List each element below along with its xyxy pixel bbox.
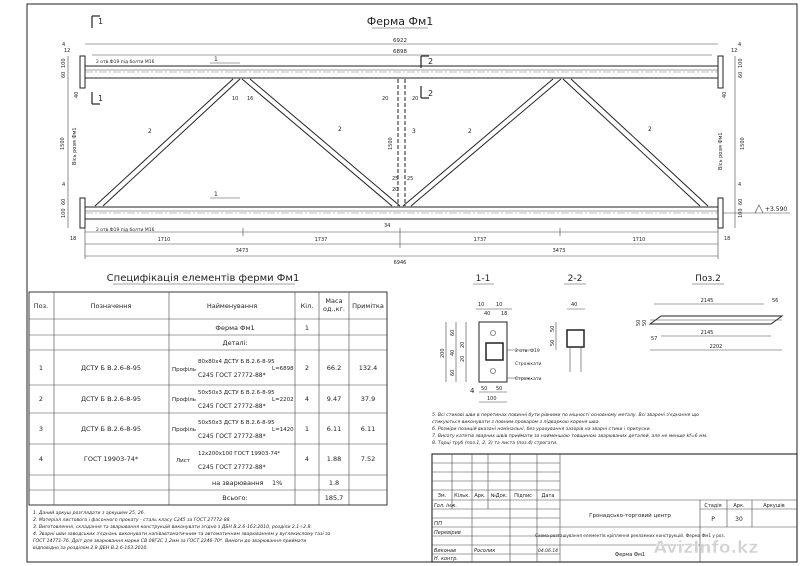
watermark: AvizInfo.kz (653, 538, 759, 558)
svg-text:100: 100 (61, 58, 67, 68)
svg-text:4: 4 (62, 182, 66, 188)
notes-left (33, 510, 331, 551)
svg-text:Поз.: Поз. (33, 302, 49, 310)
svg-text:4: 4 (62, 42, 66, 48)
svg-text:100: 100 (61, 208, 67, 218)
svg-text:1710: 1710 (157, 237, 171, 243)
spec-details-label: Деталі: (222, 339, 248, 347)
svg-text:Виконав: Виконав (434, 548, 457, 554)
truss-title: Ферма Фм1 (366, 15, 434, 28)
svg-text:5. Всі стикові шви в перетинах: 5. Всі стикові шви в перетинах повинні бути рівними по міцності основному металу. Всі зварені з'єднання що (432, 413, 699, 418)
svg-text:1%: 1% (272, 479, 283, 487)
end-plate-right-bottom (718, 198, 723, 228)
svg-text:3: 3 (412, 128, 416, 135)
end-plate-right-top (718, 56, 723, 88)
svg-text:18: 18 (501, 311, 508, 317)
svg-text:1: 1 (304, 425, 310, 433)
svg-text:С245 ГОСТ 27772-88*: С245 ГОСТ 27772-88* (198, 403, 266, 410)
svg-text:Арк.: Арк. (474, 493, 486, 499)
svg-text:1500: 1500 (740, 137, 746, 150)
svg-text:L=2202: L=2202 (272, 397, 294, 403)
svg-text:3: 3 (38, 425, 44, 433)
svg-text:40: 40 (571, 302, 578, 308)
detail-poz-2 (636, 274, 782, 350)
svg-text:№Док.: №Док. (490, 493, 508, 499)
spec-weld-label: на зварювання (212, 479, 264, 487)
svg-text:Гол. інж.: Гол. інж. (434, 503, 457, 509)
svg-text:2145: 2145 (700, 330, 714, 336)
spec-title: Специфікація елементів ферми Фм1 (106, 273, 300, 284)
svg-text:6946: 6946 (393, 260, 407, 266)
svg-text:60: 60 (450, 329, 456, 336)
svg-text:100: 100 (738, 208, 744, 218)
spec-row (39, 359, 377, 379)
svg-text:12: 12 (731, 48, 738, 54)
svg-text:40: 40 (450, 349, 456, 356)
chord-profile-section (486, 343, 503, 360)
svg-text:1737: 1737 (473, 237, 487, 243)
svg-text:2: 2 (304, 364, 310, 372)
svg-text:50: 50 (550, 339, 556, 346)
svg-text:Підпис: Підпис (514, 493, 532, 499)
svg-text:С245 ГОСТ 27772-88*: С245 ГОСТ 27772-88* (198, 433, 266, 440)
svg-text:Позначення: Позначення (90, 302, 132, 310)
svg-text:4: 4 (38, 455, 44, 463)
svg-text:40: 40 (722, 91, 728, 98)
svg-text:16: 16 (247, 96, 254, 102)
svg-text:6.11: 6.11 (360, 425, 376, 433)
svg-text:60: 60 (61, 198, 67, 205)
svg-text:1500: 1500 (60, 137, 66, 150)
object-name: Гронадсько-торговий центр (589, 513, 671, 519)
sign-date: 04.06.14 (538, 549, 559, 554)
notes-right (432, 412, 708, 446)
svg-text:Маса: Маса (325, 297, 343, 305)
svg-text:1. Даний аркуш розглядати з ар: 1. Даний аркуш розглядати з аркушем 25, 26. (33, 511, 146, 516)
svg-text:Строжкати: Строжкати (515, 377, 542, 382)
spec-row (39, 451, 375, 471)
svg-text:3. Виготовлення, складання та: 3. Виготовлення, складання та зварювання конструкцій виконувати згідно з ДБН В.2.6-163:2010, розділи 2.1÷2.8. (33, 525, 312, 530)
svg-text:2202: 2202 (709, 344, 723, 350)
svg-text:1.8: 1.8 (328, 479, 340, 487)
svg-text:185,7: 185,7 (324, 494, 344, 502)
svg-text:ГІП: ГІП (434, 521, 443, 527)
axis-label-right: Вісь розм Фм1 (718, 132, 724, 170)
svg-text:2. Матеріал листового і фасонн: 2. Матеріал листового і фасонного прокату - сталь класу С245 за ГОСТ 27772-88. (33, 518, 232, 523)
sheet-number: 30 (735, 516, 743, 523)
svg-text:1.88: 1.88 (326, 455, 342, 463)
bolt-note-top: 2 отв.Ф19 під болти М16 (96, 60, 155, 65)
svg-text:ДСТУ Б В.2.6-8-95: ДСТУ Б В.2.6-8-95 (80, 364, 142, 372)
svg-text:Лист: Лист (176, 458, 190, 464)
svg-text:Арк.: Арк. (733, 503, 745, 509)
svg-text:Аркушів: Аркушів (763, 503, 785, 509)
svg-text:1: 1 (98, 94, 104, 103)
svg-text:10: 10 (232, 96, 239, 102)
svg-text:7. Висоту катетів зварних швів: 7. Висоту катетів зварних швів приймати за найменшою товщиною зварюваних деталей, але не менше kf=6 мм. (432, 434, 708, 439)
svg-text:18: 18 (70, 236, 77, 242)
svg-text:С245 ГОСТ 27772-88*: С245 ГОСТ 27772-88* (198, 372, 266, 379)
svg-text:25: 25 (392, 176, 399, 182)
svg-text:20: 20 (460, 341, 466, 348)
svg-text:1: 1 (98, 17, 104, 26)
svg-text:Профіль: Профіль (172, 427, 196, 433)
svg-text:Профіль: Профіль (172, 367, 196, 373)
executor-name: Росолик (474, 548, 496, 554)
svg-text:Стадія: Стадія (704, 503, 722, 509)
svg-text:37.9: 37.9 (360, 395, 376, 403)
svg-text:Строжкати: Строжкати (515, 362, 542, 367)
svg-text:4: 4 (738, 182, 742, 188)
end-plate-left-bottom (80, 198, 85, 228)
svg-text:2-2: 2-2 (567, 274, 583, 284)
svg-text:18: 18 (724, 236, 731, 242)
end-plate-left-top (80, 56, 85, 88)
svg-text:12х200х100 ГОСТ 19903-74*: 12х200х100 ГОСТ 19903-74* (198, 451, 281, 457)
svg-text:1710: 1710 (632, 237, 646, 243)
svg-text:ГОСТ 19903-74*: ГОСТ 19903-74* (83, 455, 139, 463)
svg-text:1: 1 (38, 364, 44, 372)
svg-text:25: 25 (407, 176, 414, 182)
svg-text:Н. контр.: Н. контр. (434, 556, 458, 562)
bottom-dimensions (85, 228, 718, 266)
svg-text:50: 50 (496, 386, 503, 392)
dim-top-inner: 6898 (393, 49, 407, 55)
svg-text:Дата: Дата (541, 493, 555, 499)
spec-assembly-name: Ферма Фм1 (215, 324, 255, 332)
elevation-mark (723, 205, 790, 213)
svg-text:3473: 3473 (235, 248, 249, 254)
svg-text:100: 100 (487, 396, 497, 402)
svg-text:10: 10 (478, 302, 485, 308)
svg-text:1: 1 (214, 191, 218, 198)
svg-text:2145: 2145 (700, 298, 714, 304)
svg-text:7.52: 7.52 (360, 455, 376, 463)
svg-text:Кіл.: Кіл. (300, 302, 314, 310)
svg-text:4: 4 (304, 395, 310, 403)
svg-text:1: 1 (214, 56, 218, 63)
svg-text:50: 50 (642, 319, 648, 326)
svg-text:С245 ГОСТ 27772-88*: С245 ГОСТ 27772-88* (198, 464, 266, 471)
svg-text:2: 2 (338, 126, 342, 133)
dim-overall-top: 6922 (393, 38, 407, 44)
svg-text:10: 10 (496, 302, 503, 308)
svg-text:50: 50 (636, 319, 642, 326)
svg-text:2 отв. Ф19: 2 отв. Ф19 (515, 349, 540, 354)
svg-text:200: 200 (440, 348, 446, 358)
svg-text:2: 2 (38, 395, 44, 403)
svg-text:3473: 3473 (552, 248, 566, 254)
svg-text:50: 50 (481, 386, 488, 392)
svg-text:4: 4 (738, 42, 742, 48)
sheet-subtitle: Ферма Фм1 (614, 552, 646, 558)
svg-text:+3.590: +3.590 (765, 206, 788, 213)
svg-text:12: 12 (64, 48, 71, 54)
svg-text:2: 2 (468, 128, 472, 135)
svg-text:ГОСТ 14771-76. Дріт для зварюв: ГОСТ 14771-76. Дріт для зварювання марки СВ 08Г2С 1,2мм за ГОСТ 2246-70*. Вимоги до зварювання-приймати (33, 539, 307, 544)
bolt-note-bottom: 2 отв.Ф19 під болти М16 (96, 228, 155, 233)
svg-text:50х50х3 ДСТУ Б В.2.6-8-95: 50х50х3 ДСТУ Б В.2.6-8-95 (198, 420, 275, 426)
svg-text:6. Розміри позицій вказані ном: 6. Розміри позицій вказані номінальні, без урахування зазорів на зварні стики і припуски. (432, 427, 652, 432)
svg-text:9.47: 9.47 (326, 395, 342, 403)
svg-text:60: 60 (738, 198, 744, 205)
svg-text:40: 40 (484, 311, 491, 317)
svg-text:Найменування: Найменування (206, 302, 258, 310)
svg-text:80х80х4 ДСТУ Б В.2.6-8-95: 80х80х4 ДСТУ Б В.2.6-8-95 (198, 359, 275, 365)
svg-text:Профіль: Профіль (172, 397, 196, 403)
post-profile-section (567, 330, 584, 347)
svg-text:L=1420: L=1420 (272, 427, 294, 433)
svg-text:Примітка: Примітка (352, 302, 384, 310)
svg-text:Зм.: Зм. (437, 493, 447, 499)
svg-text:20: 20 (412, 96, 419, 102)
dim-height-mid: 1500 (388, 137, 394, 150)
section-2-2 (550, 274, 586, 372)
svg-text:ДСТУ Б В.2.6-8-95: ДСТУ Б В.2.6-8-95 (80, 395, 142, 403)
svg-text:1737: 1737 (314, 237, 328, 243)
svg-text:відповідно за розділом 2.8 ДБН: відповідно за розділом 2.8 ДБН В.2.6-163:2010. (33, 546, 148, 551)
svg-text:4: 4 (304, 455, 310, 463)
section-1-1 (440, 274, 542, 402)
svg-text:66.2: 66.2 (326, 364, 342, 372)
svg-text:Кільк.: Кільк. (454, 493, 470, 499)
svg-text:L=6898: L=6898 (272, 366, 294, 372)
svg-text:2: 2 (648, 126, 652, 133)
svg-text:8. Торці труб (поз.1, 2, 3) та: 8. Торці труб (поз.1, 2, 3) та листа (поз.4) строгати. (432, 441, 558, 446)
svg-text:ДСТУ Б В.2.6-8-95: ДСТУ Б В.2.6-8-95 (80, 425, 142, 433)
svg-text:стикуються виконувати з повним: стикуються виконувати з повним проваром з підваркою кореня шва. (432, 420, 601, 425)
sheet-title: Схема розташування елементів кріплення рекламних конструкцій. Ферма Фм1 у роз. (535, 533, 725, 538)
svg-text:50: 50 (550, 325, 556, 332)
svg-text:60: 60 (450, 369, 456, 376)
svg-text:20: 20 (392, 187, 399, 193)
svg-text:60: 60 (738, 71, 744, 78)
svg-text:1-1: 1-1 (475, 274, 491, 284)
svg-text:60: 60 (61, 71, 67, 78)
svg-text:2: 2 (428, 57, 434, 66)
svg-text:34: 34 (384, 223, 391, 229)
svg-text:Перевірив: Перевірив (434, 530, 461, 536)
svg-text:2: 2 (148, 128, 152, 135)
svg-text:20: 20 (382, 96, 389, 102)
svg-text:100: 100 (738, 58, 744, 68)
svg-text:56: 56 (772, 298, 779, 304)
svg-text:од.,кг.: од.,кг. (322, 305, 346, 313)
svg-text:4: 4 (470, 387, 475, 395)
svg-text:2: 2 (428, 89, 434, 98)
spec-row (39, 390, 375, 410)
diagonal-members (95, 79, 708, 206)
svg-text:1: 1 (304, 324, 310, 332)
svg-text:50х50х3 ДСТУ Б В.2.6-8-95: 50х50х3 ДСТУ Б В.2.6-8-95 (198, 390, 275, 396)
svg-text:Поз.2: Поз.2 (695, 274, 721, 284)
svg-text:132.4: 132.4 (358, 364, 378, 372)
spec-row (39, 420, 375, 440)
svg-text:40: 40 (74, 91, 80, 98)
axis-label-left: Вісь розм Фм1 (72, 127, 78, 165)
svg-text:57: 57 (651, 336, 658, 342)
svg-text:4. Зварні шви заводських з'єдн: 4. Зварні шви заводських з'єднань виконувати напівавтоматичним та автоматичним зварюванням у вуглекислому газі за (33, 532, 331, 537)
stage-value: Р (711, 516, 715, 523)
svg-text:20: 20 (460, 355, 466, 362)
truss-elevation (60, 15, 790, 266)
spec-total-label: Всього: (222, 494, 248, 502)
svg-text:6.11: 6.11 (326, 425, 342, 433)
